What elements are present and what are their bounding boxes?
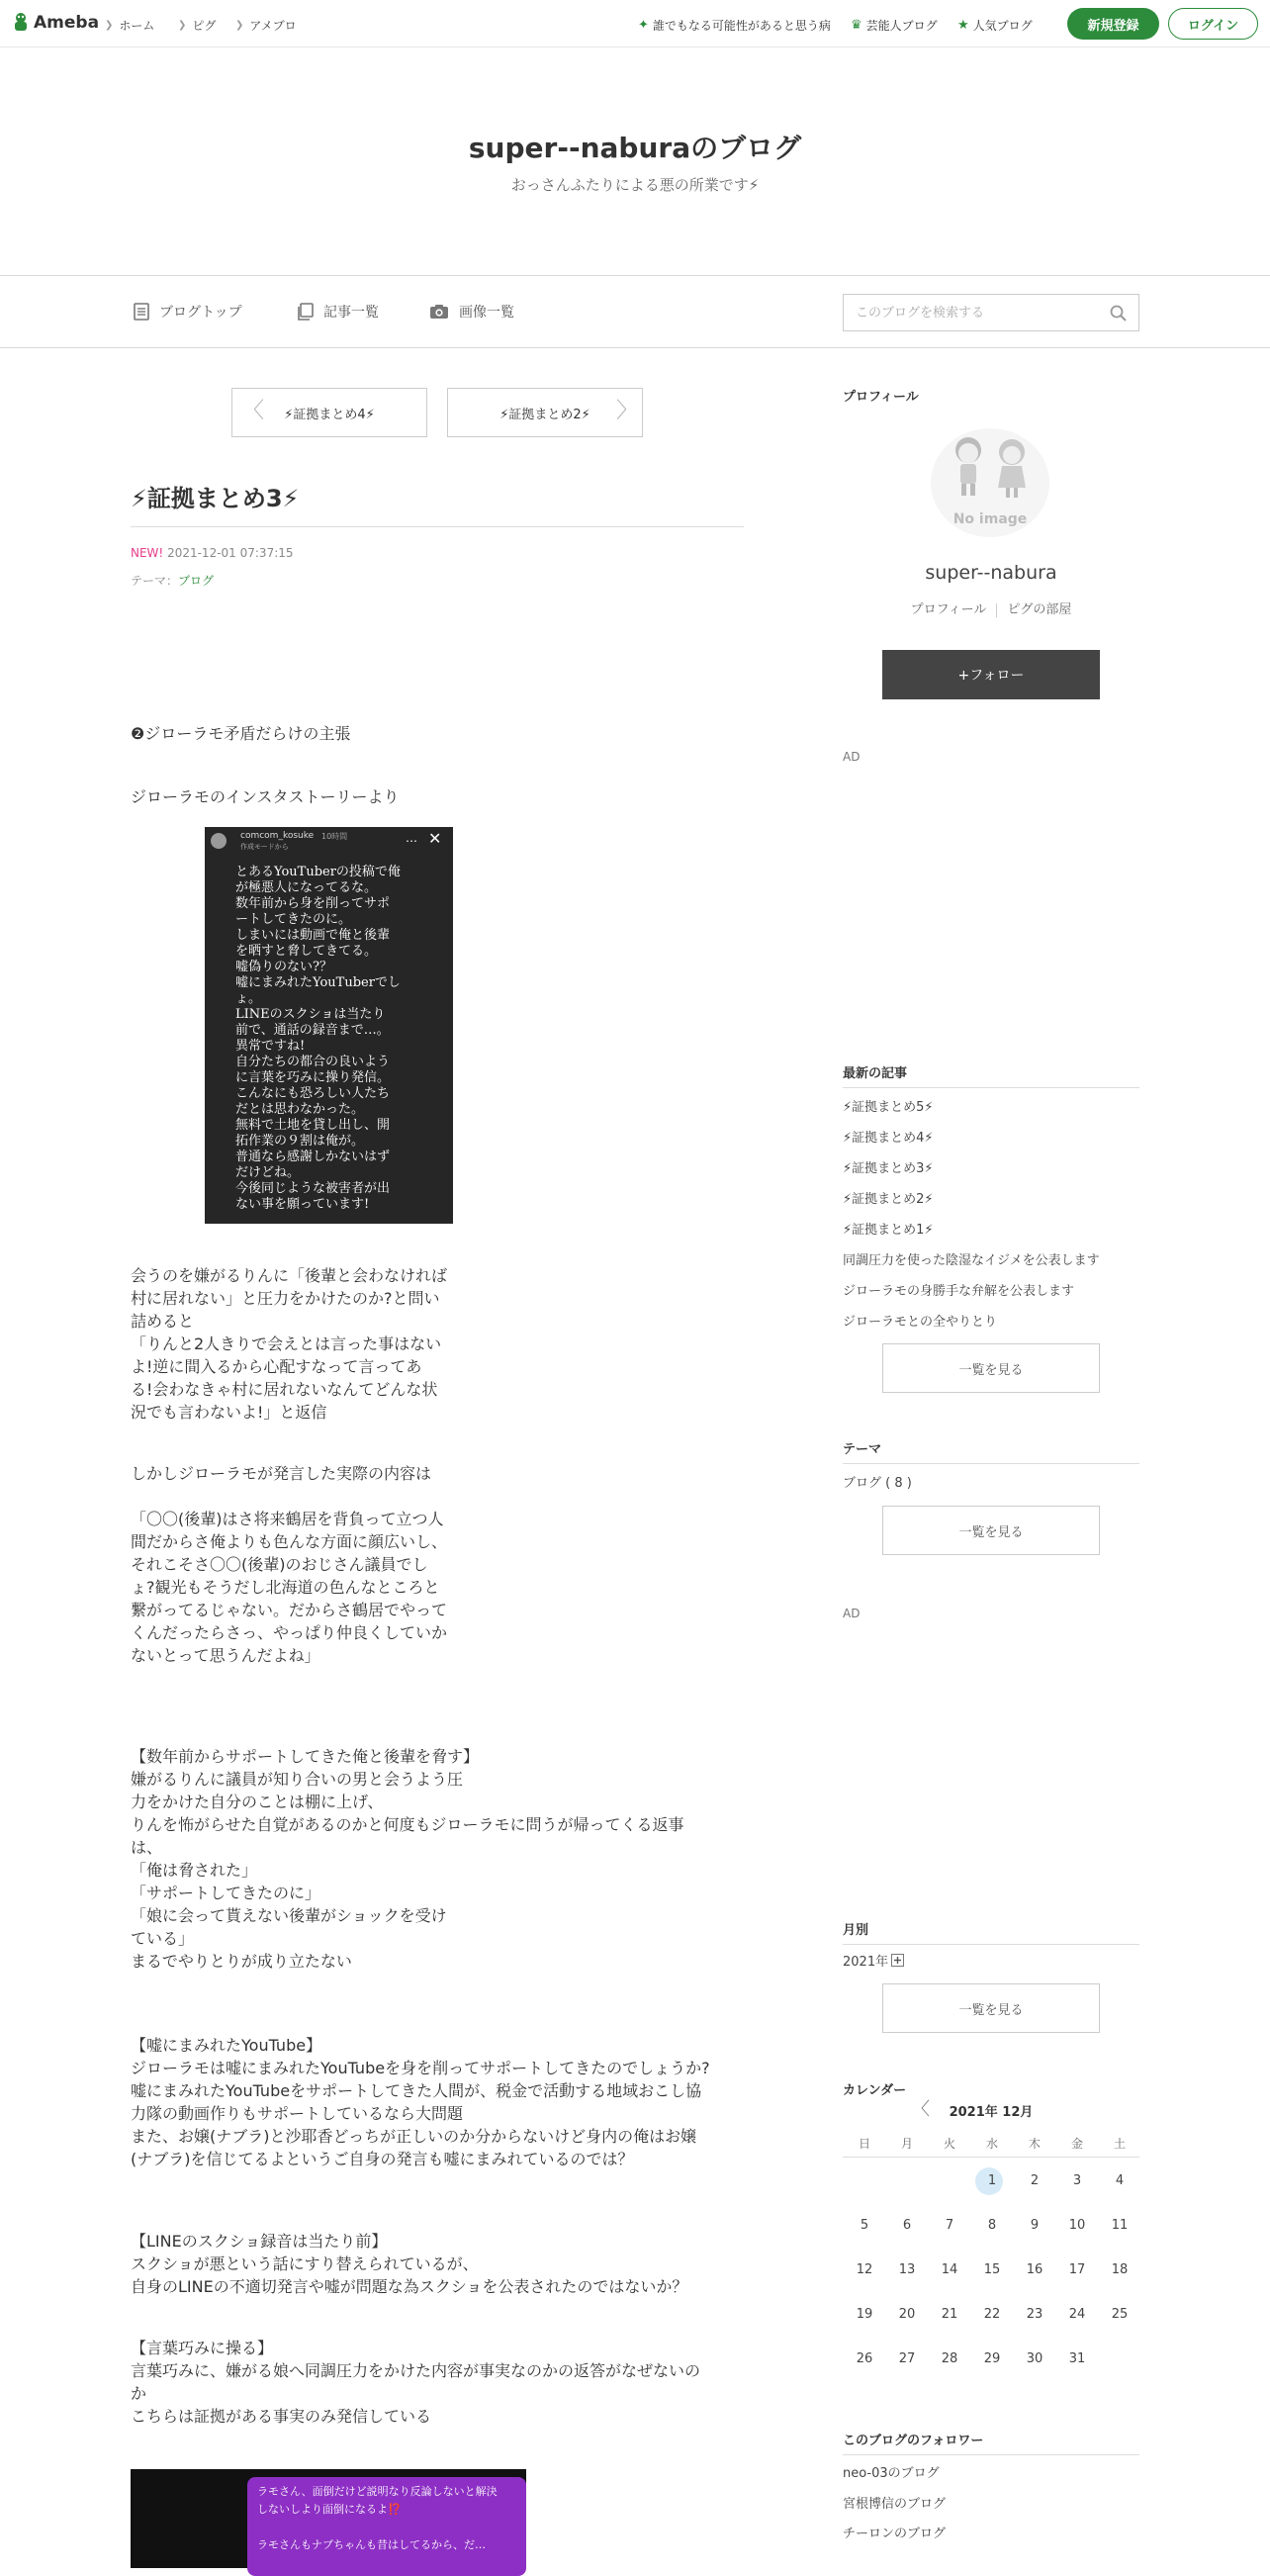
divider [996,603,997,617]
signup-button[interactable]: 新規登録 [1067,8,1159,40]
monthly-item-label: 2021年 [843,1955,889,1970]
avatar [211,833,227,849]
close-icon: ✕ [428,829,442,848]
sparkle-icon: ✦ [638,18,649,33]
ameba-logo-icon [12,12,30,34]
theme-label: テーマ： [131,574,179,588]
calendar-nav [843,2099,1139,2119]
calendar-day[interactable]: 7 [945,2218,954,2233]
recent-item[interactable]: ⚡証拠まとめ2⚡ [843,1192,934,1207]
calendar-day[interactable]: 4 [1115,2173,1125,2188]
theme-item[interactable]: ブログ ( 8 ) [843,1476,912,1491]
recent-item[interactable]: ⚡証拠まとめ4⚡ [843,1131,934,1146]
nav-ameblo[interactable] [235,17,297,34]
divider [843,1463,1139,1464]
chevron-left-icon: 〈 [242,399,265,423]
divider [843,1087,1139,1088]
prev-article-label: ⚡証拠まとめ4⚡ [284,407,375,422]
paragraph-manipulation: 【言葉巧みに操る】 言葉巧みに、嫌がる娘へ同調圧力をかけた内容が事実なのかの返答がなぜないの か こちらは証拠がある事実のみ発信している [131,2339,701,2426]
calendar-day[interactable]: 20 [898,2307,916,2322]
top-bar [0,0,1270,47]
profile-name[interactable]: super--nabura [925,562,1057,584]
nav-home[interactable] [105,17,154,34]
blog-title[interactable]: super--naburaのブログ [468,132,802,164]
logo-text: Ameba [34,13,100,33]
divider [843,2454,1139,2455]
paragraph-instagram-intro: ジローラモのインスタストーリーより [131,787,400,806]
calendar-day[interactable]: 18 [1111,2262,1129,2277]
follower-item[interactable]: 宮根博信のブログ [843,2497,947,2512]
paragraph-threat: 【数年前からサポートしてきた俺と後輩を脅す】 嫌がるりんに議員が知り合いの男と会うよう圧 力をかけた自分のことは棚に上げ、 りんを怖がらせた自覚があるのかと何度もジローラモに問うが帰ってくる返事 は、 「俺は脅された」 「サポートしてきたのに」 「娘に会って貰えない後輩がショックを受け ている」 まるでやりとりが成り立たない [131,1747,684,1971]
calendar-day[interactable]: 19 [856,2307,873,2322]
recent-item[interactable]: ジローラモの身勝手な弁解を公表します [843,1284,1075,1299]
no-image-label: No image [952,511,1028,527]
calendar-day[interactable]: 17 [1068,2262,1086,2277]
image-list-link[interactable] [429,302,514,322]
expand-icon [891,1954,904,1967]
title-divider [131,526,744,527]
search-icon[interactable] [1110,305,1127,322]
monthly-item[interactable] [843,1951,904,1970]
chevron-right-icon: ❯ [178,20,187,31]
ad-label: AD [843,750,861,764]
calendar-day[interactable]: 8 [987,2218,997,2233]
paragraph-line-screenshot: 【LINEのスクショ録音は当たり前】 スクショが悪という話にすり替えられているが、 自身のLINEの不適切発言や嘘が問題な為スクショを公表されたのではないか？ [131,2232,688,2296]
copy-icon [297,303,314,321]
blog-top-label: ブログトップ [159,305,242,321]
story-text: とあるYouTuberの投稿で俺 が極悪人になってるな。 数年前から身を削ってサポ ートしてきたのに。 しまいには動画で俺と後輩 を晒すと脅してきてる。 嘘偽りのない?？ 嘘にまみれたYouTuberでし ょ。 LINEのスクショは当たり 前で、通話の録音まで…。 異常ですね! 自分たちの都合の良いよう に言葉を巧みに操り発信。 こんなにも恐ろしい人たち だとは思わなかった。 無料で土地を貸し出し、開 拓作業の９割は俺が。 普通なら感謝しかないはず だけどね。 今後同じような被害者が出 ない事を願っています! [235,865,401,1212]
profile-link[interactable]: プロフィール [910,602,987,617]
chevron-right-icon: ❯ [105,20,114,31]
calendar-day[interactable]: 24 [1068,2307,1086,2322]
calendar-day[interactable]: 16 [1026,2262,1043,2277]
calendar-day[interactable]: 27 [898,2351,916,2366]
calendar-day[interactable]: 14 [941,2262,958,2277]
paragraph-actual-quote: 「〇〇(後輩)はさ将来鶴居を背負って立つ人 間だからさ俺よりも色んな方面に顔広いし、 それこそさ〇〇(後輩)のおじさん議員でし ょ?観光もそうだし北海道の色んなところと 繋がってるじゃない。だからさ鶴居でやって くんだったらさっ、やっぱり仲良くしていか ないとって思うんだよね」 [131,1510,448,1665]
divider [843,1944,1139,1945]
blog-top-link[interactable] [134,302,242,322]
link-hashtag[interactable] [638,17,831,34]
calendar-dow: 金 [1070,2137,1083,2151]
ameba-logo[interactable] [12,12,99,34]
calendar-day[interactable]: 12 [856,2262,873,2277]
calendar-day[interactable]: 30 [1026,2351,1043,2366]
calendar-day[interactable]: 13 [898,2262,916,2277]
profile-heading: プロフィール [843,390,919,405]
calendar-heading: カレンダー [843,2083,907,2098]
calendar-day[interactable]: 11 [1111,2218,1129,2233]
recent-item[interactable]: ⚡証拠まとめ3⚡ [843,1161,934,1176]
calendar-day[interactable]: 2 [1030,2173,1040,2188]
next-article-label: ⚡証拠まとめ2⚡ [499,407,590,422]
calendar-day[interactable]: 3 [1072,2173,1082,2188]
recent-item[interactable]: 同調圧力を使った陰湿なイジメを公表します [843,1253,1100,1268]
chevron-right-icon: 〉 [615,399,638,423]
image-list-label: 画像一覧 [459,305,514,321]
calendar-day[interactable]: 31 [1068,2351,1086,2366]
recent-item[interactable]: ⚡証拠まとめ1⚡ [843,1223,934,1238]
article-theme [131,572,214,589]
chevron-left-icon[interactable]: 〈 [912,2099,930,2120]
article-meta [131,546,294,560]
follow-button[interactable]: +フォロー [882,650,1100,699]
calendar-day[interactable]: 15 [983,2262,1001,2277]
camera-icon [429,304,449,320]
recent-item[interactable]: ジローラモとの全やりとり [843,1315,998,1330]
nav-pigg[interactable] [178,17,216,34]
divider [843,2157,1139,2158]
link-popular-blog[interactable] [957,17,1033,34]
login-button[interactable]: ログイン [1168,8,1258,40]
calendar-day[interactable]: 21 [941,2307,958,2322]
calendar-dow: 月 [900,2137,913,2151]
instagram-story-image[interactable] [205,827,453,1224]
calendar-day[interactable]: 6 [902,2218,912,2233]
document-icon [134,303,149,321]
paragraph-actual-intro: しかしジローラモが発言した実際の内容は [131,1464,432,1483]
pig-room-link[interactable]: ピグの部屋 [1007,602,1072,617]
calendar-month: 2021年 12月 [949,2105,1034,2120]
blog-search [843,294,1139,331]
calendar-dow: 水 [985,2137,998,2151]
story-mode: 作成モードから [240,843,289,851]
calendar-day[interactable]: 9 [1030,2218,1040,2233]
calendar-day[interactable]: 28 [941,2351,958,2366]
paragraph-reply: 会うのを嫌がるりんに「後輩と会わなければ 村に居れない」と圧力をかけたのか?と問い 詰めると 「りんと2人きりで会えとは言った事はない よ!逆に間入るから心配すなって言ってあ る!会わなきゃ村に居れないなんてどんな状 況でも言わないよ!」と返信 [131,1266,448,1422]
blog-nav [0,275,1270,348]
calendar-day[interactable]: 26 [856,2351,873,2366]
theme-link[interactable]: ブログ [178,574,215,588]
nav-ameblo-label: アメブロ [249,19,297,33]
calendar-day[interactable]: 25 [1111,2307,1129,2322]
calendar-day[interactable]: 22 [983,2307,1001,2322]
link-hashtag-label: 誰でもなる可能性があると思う病 [652,19,831,33]
calendar-day[interactable]: 29 [983,2351,1001,2366]
star-icon: ★ [957,18,969,33]
paragraph-youtube: 【嘘にまみれたYouTube】 ジローラモは嘘にまみれたYouTubeを身を削ってサポートしてきたのでしょうか? 嘘にまみれたYouTubeをサポートしてきた人間が、税金で活動する地域おこし協 力隊の動画作りもサポートしているなら大問題 また、お嬢(ナブラ)と沙耶香どっちが正しいのか分からないけど身内の俺はお嬢 (ナブラ)を信じてるよというご自身の発言も嘘にまみれているのでは？ [131,2036,710,2168]
story-header [205,827,453,855]
follower-item[interactable]: チーロンのブログ [843,2527,947,2541]
monthly-see-all-button[interactable]: 一覧を見る [882,1983,1100,2033]
calendar-day[interactable]: 1 [987,2173,997,2188]
blog-subtitle: おっさんふたりによる悪の所業です⚡ [510,176,760,194]
calendar-day[interactable]: 5 [860,2218,869,2233]
article-date: 2021-12-01 07:37:15 [167,546,294,560]
link-celebrity-blog[interactable] [851,17,938,34]
new-badge: NEW! [131,546,164,560]
article-list-label: 記事一覧 [323,305,379,321]
calendar-dow: 火 [943,2137,955,2151]
article-title[interactable]: ⚡証拠まとめ3⚡ [131,485,300,512]
recent-see-all-button[interactable]: 一覧を見る [882,1343,1100,1393]
next-article-button[interactable] [447,388,643,437]
prev-article-button[interactable] [231,388,427,437]
profile-links [843,598,1139,617]
article-list-link[interactable] [297,302,379,322]
recent-item[interactable]: ⚡証拠まとめ5⚡ [843,1100,934,1115]
theme-see-all-button[interactable]: 一覧を見る [882,1506,1100,1555]
story-time: 10時間 [321,832,348,841]
ad-label: AD [843,1607,861,1620]
followers-heading: このブログのフォロワー [843,2434,984,2448]
avatar[interactable] [931,428,1049,537]
calendar-day[interactable]: 10 [1068,2218,1086,2233]
theme-heading: テーマ [843,1442,882,1457]
search-input[interactable] [844,295,1091,330]
calendar-day[interactable]: 23 [1026,2307,1043,2322]
paragraph-heading-2: ❷ジローラモ矛盾だらけの主張 [131,724,351,743]
follower-item[interactable]: neo-03のブログ [843,2466,940,2481]
nav-home-label: ホーム [119,19,155,33]
chat-screenshot-image[interactable] [131,2469,526,2568]
recent-heading: 最新の記事 [843,1066,908,1081]
link-popular-label: 人気ブログ [972,19,1033,33]
more-icon: … [406,831,417,845]
link-celebrity-label: 芸能人ブログ [865,19,938,33]
story-username: comcom_kosuke [240,831,315,841]
monthly-heading: 月別 [843,1923,869,1938]
crown-icon: ♛ [851,18,862,33]
chevron-right-icon: ❯ [235,20,244,31]
calendar-dow: 木 [1028,2137,1041,2151]
nav-pigg-label: ピグ [192,19,217,33]
calendar-dow: 日 [858,2137,870,2151]
chat-bubble: ラモさん、面倒だけど説明なり反論しないと解決 しないしより面倒になるよ⁉️ ラモさんもナブちゃんも昔はしてるから、だ… [247,2477,526,2576]
calendar-dow: 土 [1113,2137,1126,2151]
